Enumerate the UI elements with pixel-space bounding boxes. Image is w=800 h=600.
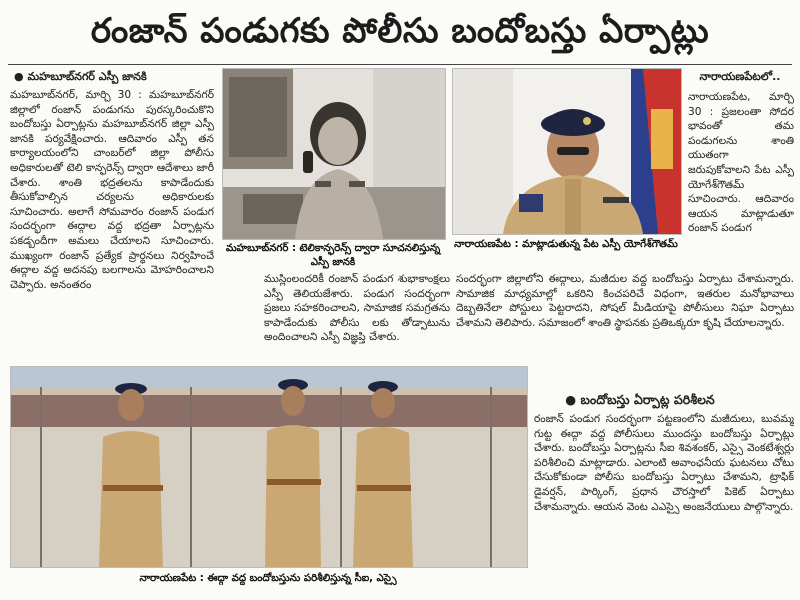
narayanpet-text: సందర్భంగా జిల్లాలోని ఈద్గాలు, మజీదుల వద్ద బందోబస్తు ఏర్పాటు చేశామన్నారు. సామాజిక మాధ్యమాల్లో ఒకరిని కించపరిచే విధంగా, ఇతరుల మనోభావాలు దెబ్బతినేలా పోస్టులు పెట్టరాదని, సోషల్ మీడియాపై పోలీసులు నిఘా ఏర్పాటు చేశామని తెలిపారు. సమాజంలో శాంతి స్థాపనకు ప్రతిఒక్కరూ కృషి చేయాలన్నారు. [456, 273, 794, 329]
photo-sp-janaki-image [223, 69, 445, 239]
bullet-icon: ● [14, 70, 28, 83]
photo-sp-janaki [222, 68, 446, 240]
photo-officers-image [11, 367, 527, 567]
headline: రంజాన్ పండుగకు పోలీసు బందోబస్తు ఏర్పాట్లు [90, 11, 710, 51]
photo-officers-caption: నారాయణపేట : ఈద్గా వద్ద బందోబస్తును పరిశీలిస్తున్న సీఐ, ఎస్సై [139, 573, 397, 584]
photo-sp-yogesh [452, 68, 682, 235]
left-article-body: మహబూబ్‌నగర్, మార్చి 30 : మహబూబ్‌నగర్ జిల్లాలో రంజాన్ పండుగను పురస్కరించుకొని బందోబస్తు ఏర్పాట్లను మహబూబ్‌నగర్ జిల్లా ఎస్పీ జానకి పర్యవేక్షించారు. ఆదివారం ఎస్పీ తన కార్యాలయంలోని చాంబర్‌లో జిల్లా పోలీసు అధికారులతో టెలి కాన్ఫరెన్స్ ద్వారా ఆదేశాలు జారీ చేశారు. శాంతి భద్రతలను కాపాడేందుకు తీసుకోవాల్సిన చర్యలను అధికారులకు సూచించారు. అలాగే సోమవారం రంజాన్ పండుగ సందర్భంగా ఈద్గాల వద్ద భద్రతా ఏర్పాట్లను పకడ్బందీగా అమలు చేయాలని సూచించారు. ముఖ్యంగా రంజాన్ ప్రత్యేక ప్రార్థనలు నిర్వహించే ఈద్గాల వద్ద అదనపు బలగాలను మోహరించాలని చెప్పారు. అనంతరం [10, 89, 214, 291]
photo-sp-yogesh-image [453, 69, 681, 234]
inspection-body: రంజాన్ పండుగ సందర్భంగా పట్టణంలోని మజీదులు, బువమ్మ గుట్ట ఈద్గా వద్ద పోలీసులు ముందస్తు బందోబస్తు ఏర్పాట్లు చేశారు. బందోబస్తు ఏర్పాట్లను సీఐ శివశంకర్, ఎస్సై వెంకటేశ్వర్లు పరిశీలించి మాట్లాడారు. ఎలాంటి అవాంఛనీయ ఘటనలు చోటు చేసుకోకుండా పోలీసు బందోబస్తు ఏర్పాటు చేశామని, ట్రాఫిక్ డైవర్షన్, పార్కింగ్, ప్రధాన చౌరస్తాలో పికెట్ ఏర్పాటు చేశామన్నారు. ఆయన వెంట ఎఎస్సై అంజనేయులు పాల్గొన్నారు. [534, 413, 794, 513]
left-byline: ● మహబూబ్‌నగర్ ఎస్పీ జానకి [14, 70, 147, 83]
middle-text: ముస్లింలందరికీ రంజాన్ పండుగ శుభాకాంక్షలు ఎస్పీ తెలియజేశారు. పండుగ సందర్భంగా ప్రజలు సహకరించాలని, సామాజిక సమగ్రతను కాపాడేందుకు పోలీసు లకు తోడ్పాటును అందించాలని ఎస్పీ విజ్ఞప్తి చేశారు. [264, 273, 450, 344]
photo-officers [10, 366, 528, 568]
right-column-body: నారాయణపేట, మార్చి 30 : ప్రజలంతా సోదర భావంతో తమ పండుగలను శాంతి యుతంగా జరుపుకోవాలని పేట ఎస్పీ యోగేశ్‌గౌతమ్ సూచించారు. ఆదివారం ఆయన మాట్లాడుతూ రంజాన్ పండుగ [688, 91, 794, 235]
headline-rule [8, 64, 792, 65]
inspection-subheading: ● బందోబస్తు ఏర్పాట్ల పరిశీలన [565, 392, 715, 407]
bullet-icon: ● [565, 392, 581, 407]
photo-sp-yogesh-caption: నారాయణపేట : మాట్లాడుతున్న పేట ఎస్పీ యోగేశ్‌గౌతమ్ [454, 239, 678, 250]
right-column-heading: నారాయణపేటలో.. [699, 70, 781, 83]
photo-sp-janaki-caption: మహబూబ్‌నగర్ : టెలికాన్ఫరెన్స్ ద్వారా సూచనలిస్తున్న ఎస్పీ జానకి [225, 243, 441, 268]
